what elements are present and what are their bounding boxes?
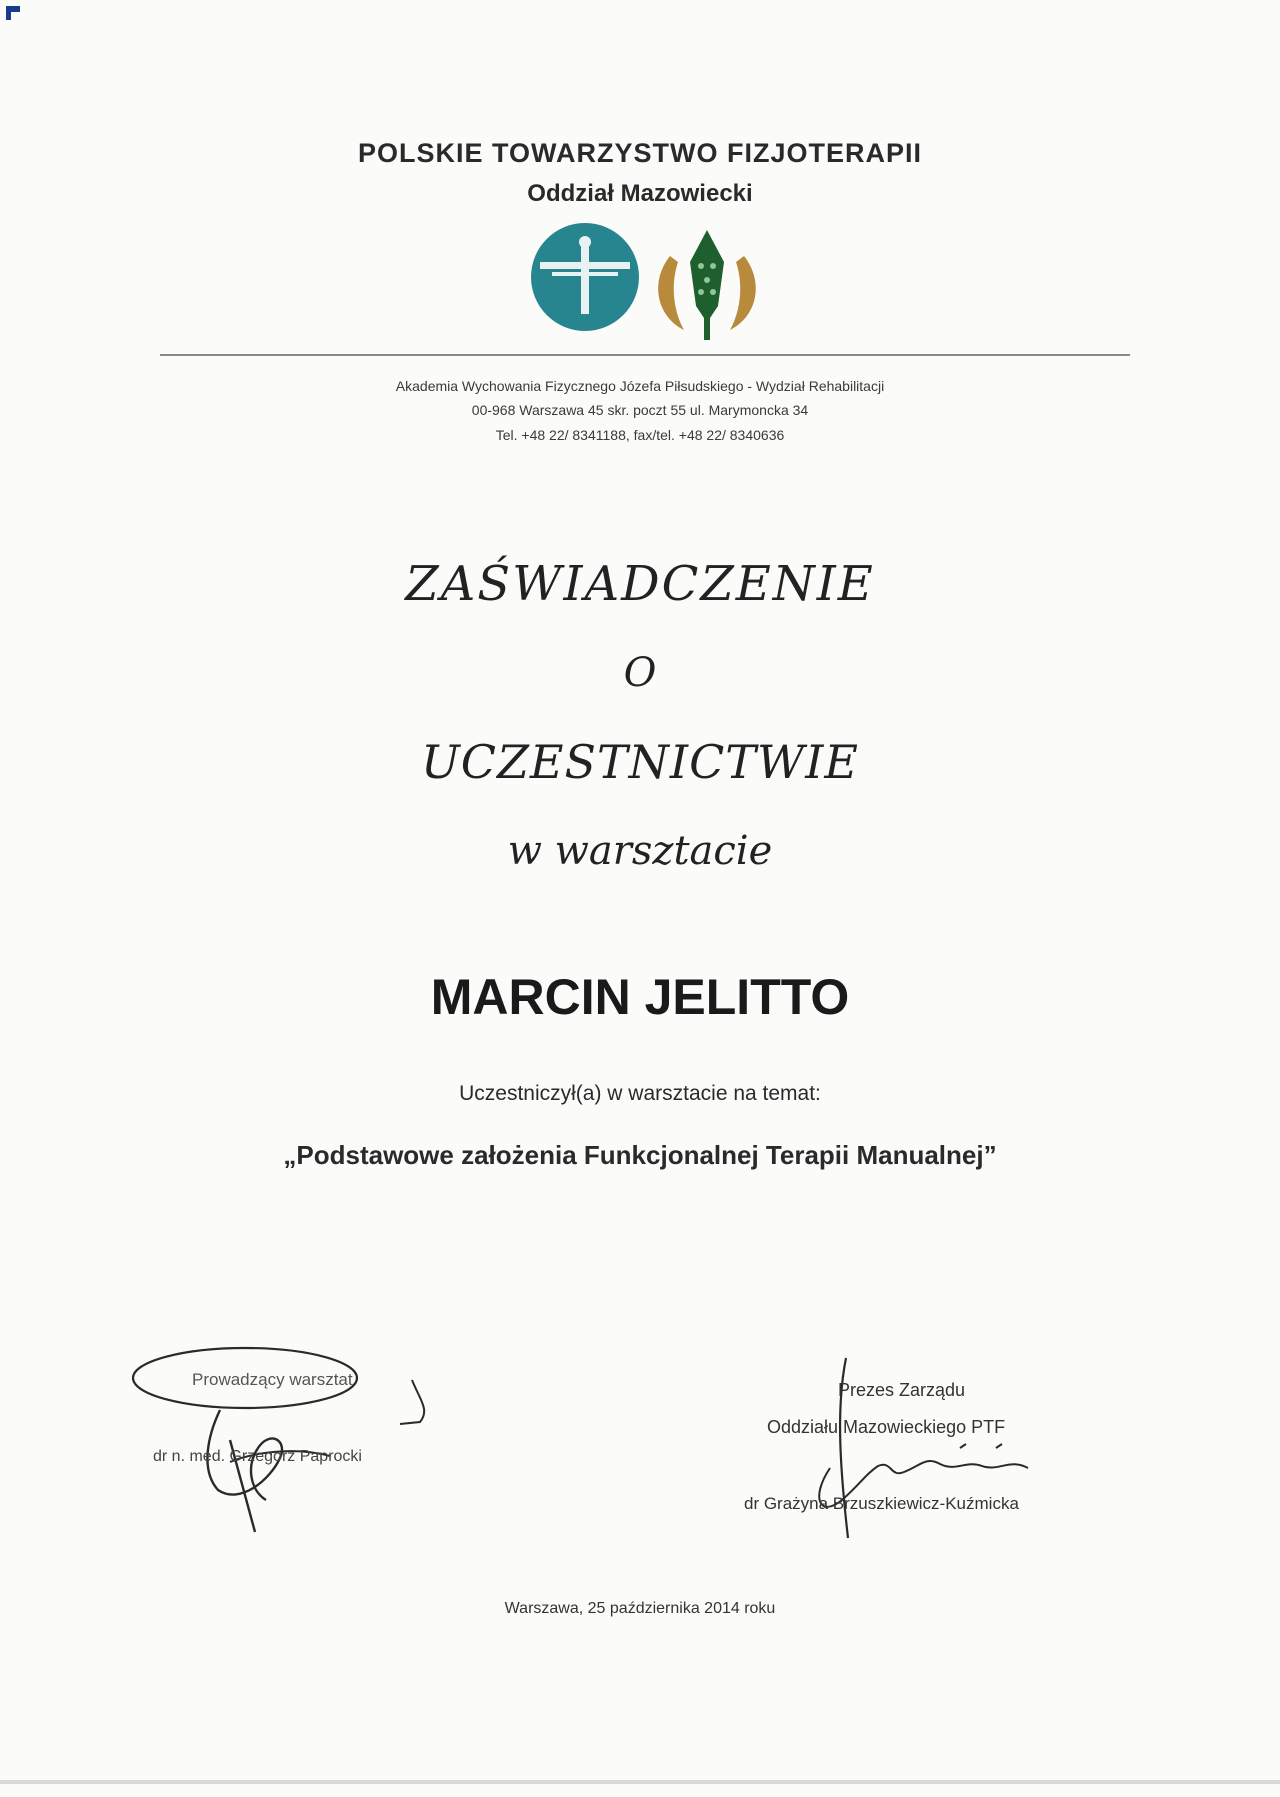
left-signature-title: Prowadzący warsztat bbox=[192, 1370, 353, 1389]
right-signature-title: Prezes Zarządu bbox=[838, 1380, 966, 1400]
address-line-institution: Akademia Wychowania Fizycznego Józefa Piłsudskiego - Wydział Rehabilitacji bbox=[395, 378, 885, 394]
place-and-date: Warszawa, 25 października 2014 roku bbox=[504, 1600, 776, 1617]
right-signature-mark bbox=[770, 1348, 1070, 1548]
topic-intro: Uczestniczył(a) w warsztacie na temat: bbox=[459, 1082, 821, 1105]
workshop-topic: „Podstawowe założenia Funkcjonalnej Terapii Manualnej” bbox=[283, 1140, 997, 1170]
recipient-name: MARCIN JELITTO bbox=[430, 969, 850, 1025]
address-line-street: 00-968 Warszawa 45 skr. poczt 55 ul. Marymoncka 34 bbox=[471, 402, 809, 418]
ptf-logo-icon bbox=[530, 222, 640, 332]
certificate-title-workshop: w warsztacie bbox=[507, 828, 773, 874]
address-line-phone: Tel. +48 22/ 8341188, fax/tel. +48 22/ 8340636 bbox=[495, 427, 785, 443]
laurel-crest-icon bbox=[648, 226, 766, 344]
certificate-title-participation: UCZESTNICTWIE bbox=[420, 735, 860, 789]
left-signatory-name: dr n. med. Grzegorz Paprocki bbox=[153, 1448, 362, 1465]
right-signature-branch: Oddziału Mazowieckiego PTF bbox=[767, 1417, 1006, 1437]
certificate-title: ZAŚWIADCZENIE bbox=[405, 556, 875, 612]
certificate-title-connector: O bbox=[623, 650, 657, 696]
scan-bottom-edge bbox=[0, 1780, 1280, 1784]
organization-branch: Oddział Mazowiecki bbox=[527, 180, 753, 207]
scan-corner-mark bbox=[6, 6, 20, 12]
right-signatory-name: dr Grażyna Brzuszkiewicz-Kuźmicka bbox=[744, 1494, 1019, 1513]
header-divider bbox=[160, 354, 1130, 356]
organization-name: POLSKIE TOWARZYSTWO FIZJOTERAPII bbox=[357, 138, 923, 168]
